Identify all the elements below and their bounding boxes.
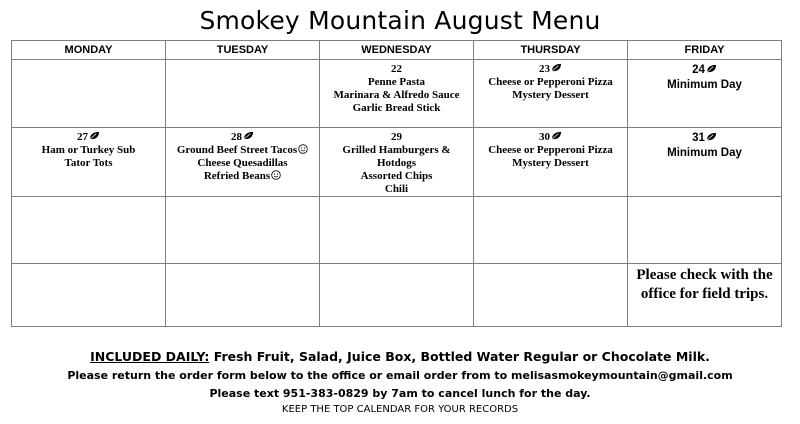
menu-item: Cheese or Pepperoni Pizza bbox=[488, 144, 613, 156]
day-cell-empty bbox=[12, 60, 166, 128]
day-cell-empty bbox=[12, 197, 166, 264]
day-cell-empty bbox=[166, 197, 320, 264]
day-cell-23 bbox=[474, 60, 628, 128]
date-number: 30 bbox=[539, 131, 550, 143]
day-cell-empty bbox=[320, 264, 474, 327]
weekday-thursday: THURSDAY bbox=[474, 41, 628, 60]
menu-item: Cheese Quesadillas bbox=[197, 157, 288, 169]
day-cell-empty bbox=[12, 264, 166, 327]
day-cell-30 bbox=[474, 128, 628, 197]
week-row-3 bbox=[12, 197, 782, 264]
leaf-icon bbox=[706, 132, 717, 141]
menu-item: Marinara & Alfredo Sauce bbox=[333, 89, 460, 101]
included-daily-text: Fresh Fruit, Salad, Juice Box, Bottled Water Regular or Chocolate Milk. bbox=[209, 349, 710, 364]
weekday-header-row bbox=[12, 41, 782, 60]
date-number: 24 bbox=[692, 64, 705, 76]
week-row-2 bbox=[12, 128, 782, 197]
cancel-instructions: Please text 951-383-0829 by 7am to cancel lunch for the day. bbox=[209, 387, 591, 400]
menu-item: Refried Beans bbox=[203, 170, 271, 182]
field-trip-note: Please check with the office for field trips. bbox=[636, 267, 773, 302]
day-cell-empty bbox=[166, 60, 320, 128]
day-cell-empty bbox=[628, 197, 782, 264]
leaf-icon bbox=[551, 131, 562, 140]
leaf-icon bbox=[243, 131, 254, 140]
day-cell-empty bbox=[474, 197, 628, 264]
menu-item: Grilled Hamburgers & bbox=[342, 144, 451, 156]
menu-item: Chili bbox=[384, 183, 409, 195]
day-cell-empty bbox=[474, 264, 628, 327]
field-trip-note-cell bbox=[628, 264, 782, 327]
weekday-friday: FRIDAY bbox=[628, 41, 782, 60]
weekday-monday: MONDAY bbox=[12, 41, 166, 60]
menu-item: Mystery Dessert bbox=[512, 89, 589, 101]
date-number: 23 bbox=[539, 63, 550, 75]
menu-item: Ham or Turkey Sub bbox=[41, 144, 136, 156]
menu-item: Minimum Day bbox=[667, 79, 742, 91]
menu-item: Ground Beef Street Tacos bbox=[176, 144, 298, 156]
smiley-icon bbox=[271, 170, 281, 180]
menu-item: Assorted Chips bbox=[360, 170, 433, 182]
menu-item: Hotdogs bbox=[376, 157, 417, 169]
menu-item: Penne Pasta bbox=[367, 76, 426, 88]
weekday-tuesday: TUESDAY bbox=[166, 41, 320, 60]
leaf-icon bbox=[89, 131, 100, 140]
menu-item: Tator Tots bbox=[64, 157, 113, 169]
menu-item: Cheese or Pepperoni Pizza bbox=[488, 76, 613, 88]
day-cell-24 bbox=[628, 60, 782, 128]
leaf-icon bbox=[551, 63, 562, 72]
date-number: 31 bbox=[692, 132, 705, 144]
day-cell-31 bbox=[628, 128, 782, 197]
order-instructions: Please return the order form below to the office or email order from to melisasmokeymountain@gmail.com bbox=[67, 369, 733, 382]
day-cell-empty bbox=[320, 197, 474, 264]
day-cell-27 bbox=[12, 128, 166, 197]
date-number: 27 bbox=[77, 131, 88, 143]
week-row-4 bbox=[12, 264, 782, 327]
date-number: 29 bbox=[391, 131, 402, 143]
included-daily-label: INCLUDED DAILY: bbox=[90, 349, 210, 364]
day-cell-29 bbox=[320, 128, 474, 197]
menu-item: Garlic Bread Stick bbox=[352, 102, 441, 114]
leaf-icon bbox=[706, 64, 717, 73]
menu-item: Minimum Day bbox=[667, 147, 742, 159]
page-title: Smokey Mountain August Menu bbox=[199, 6, 601, 35]
included-daily-line bbox=[0, 349, 800, 364]
menu-item: Mystery Dessert bbox=[512, 157, 589, 169]
day-cell-22 bbox=[320, 60, 474, 128]
date-number: 28 bbox=[231, 131, 242, 143]
records-note: KEEP THE TOP CALENDAR FOR YOUR RECORDS bbox=[281, 404, 519, 415]
menu-calendar bbox=[11, 40, 782, 327]
week-row-1 bbox=[12, 60, 782, 128]
weekday-wednesday: WEDNESDAY bbox=[320, 41, 474, 60]
day-cell-28 bbox=[166, 128, 320, 197]
date-number: 22 bbox=[391, 63, 402, 75]
day-cell-empty bbox=[166, 264, 320, 327]
smiley-icon bbox=[298, 144, 308, 154]
